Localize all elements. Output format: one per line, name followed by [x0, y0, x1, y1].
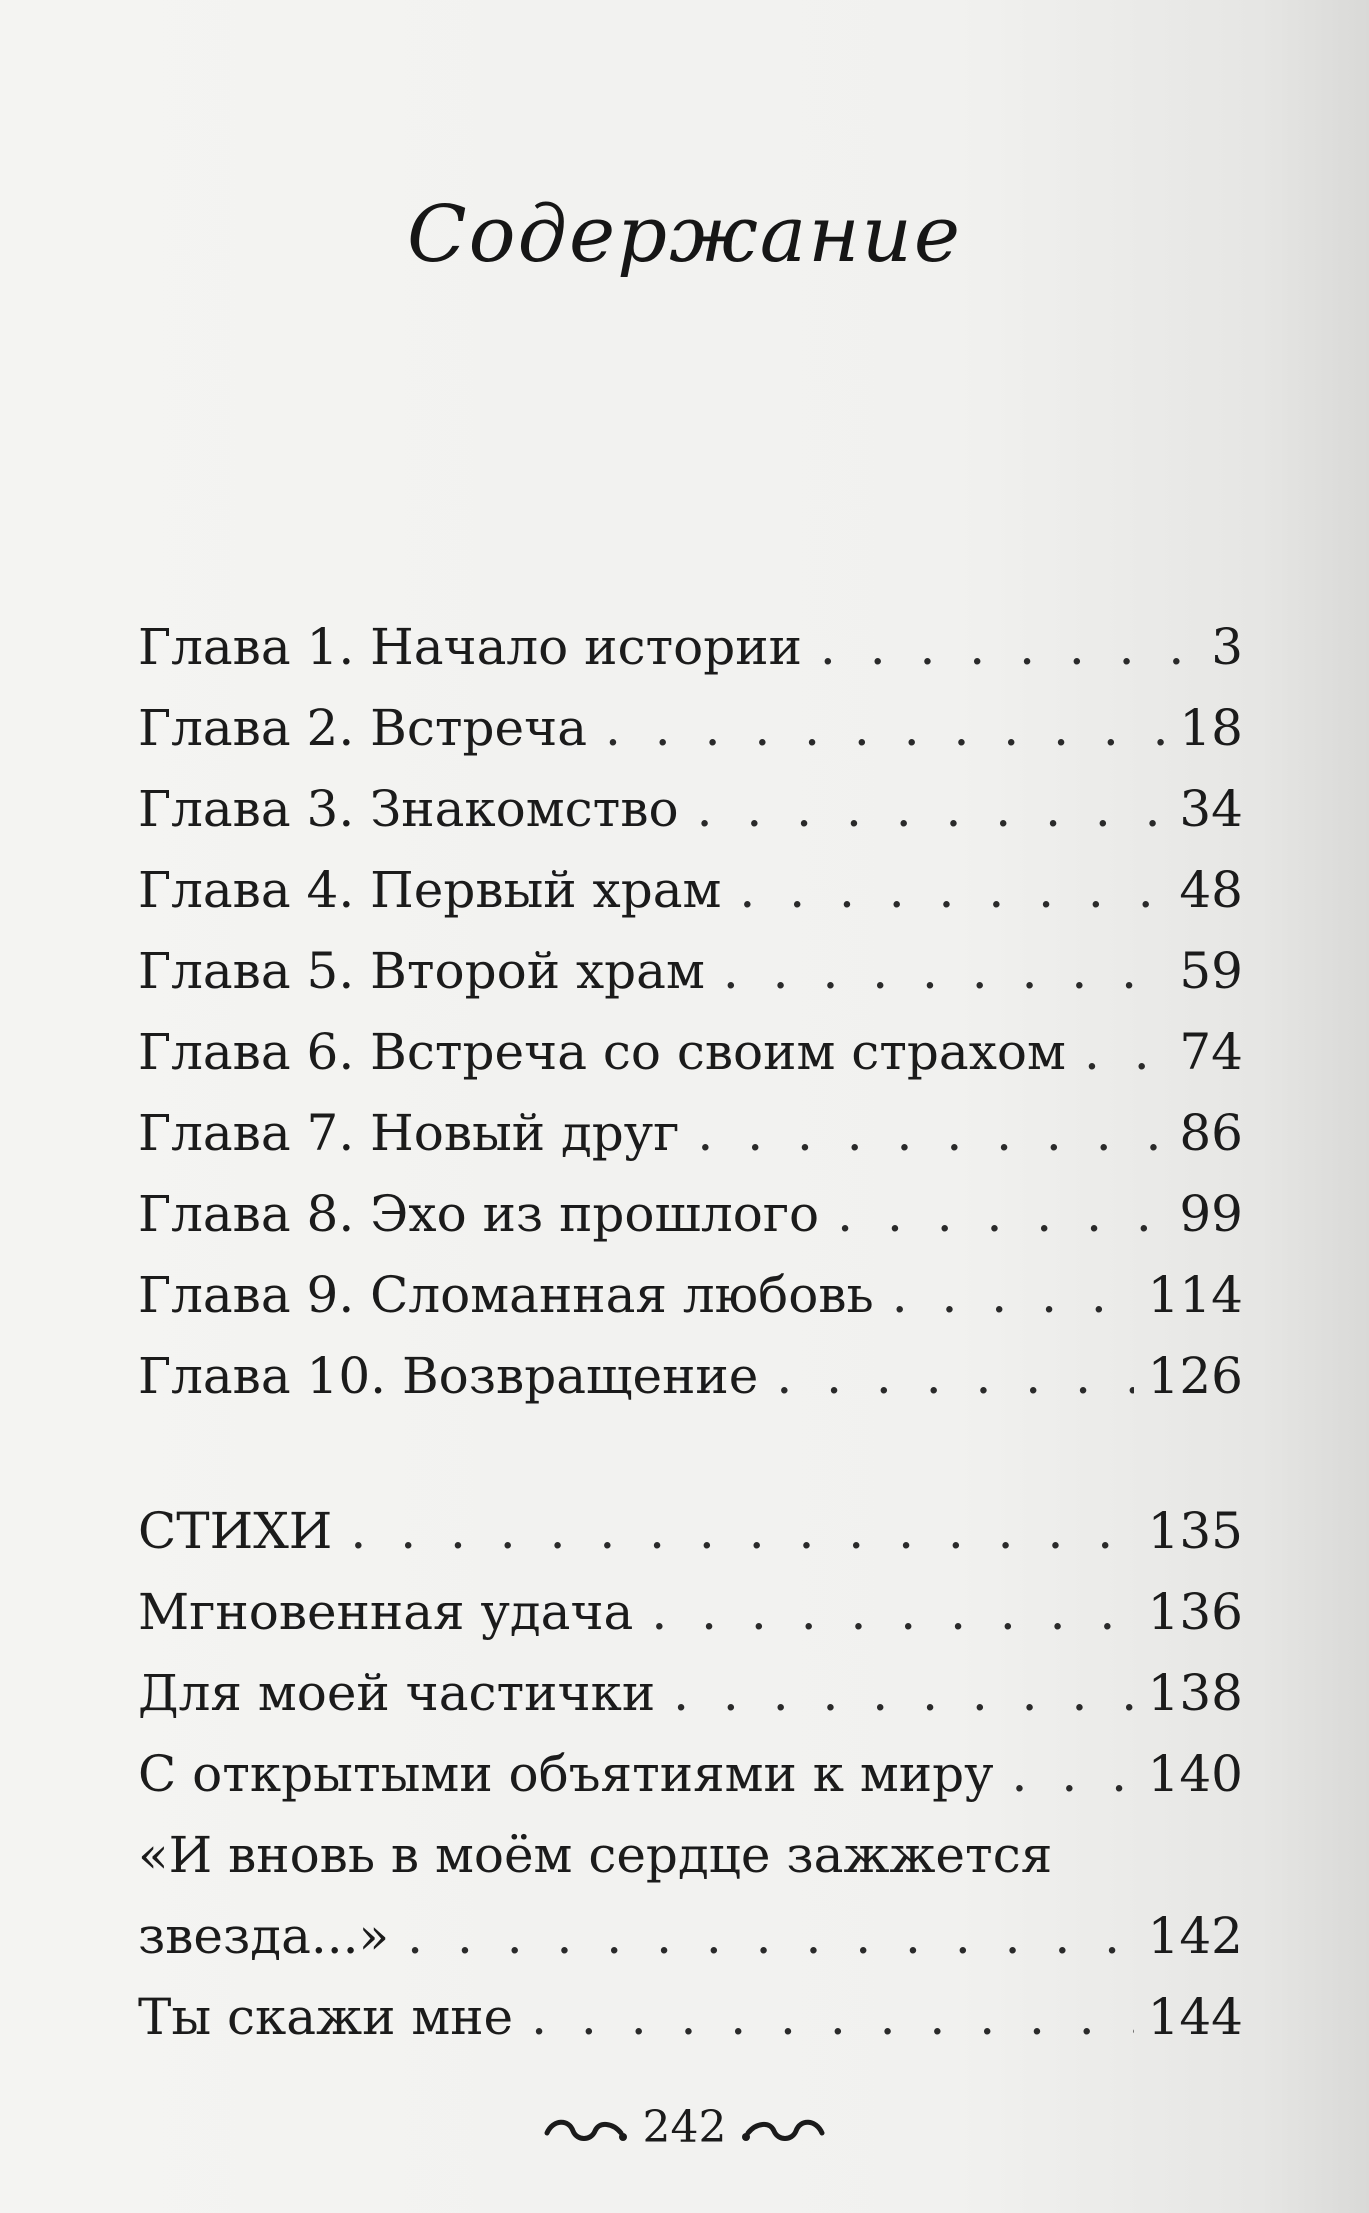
toc-entry-label: Ты скажи мне: [138, 1988, 514, 2046]
toc-entry-page: 114: [1147, 1266, 1243, 1324]
dot-leader: [892, 1266, 1134, 1324]
toc-entry-page: 74: [1179, 1023, 1243, 1081]
toc-entry: [138, 1664, 1243, 1745]
ornament-left-icon: [539, 2111, 629, 2151]
toc-entry-label: Глава 6. Встреча со своим страхом: [138, 1023, 1066, 1081]
toc-section-label: СТИХИ: [138, 1502, 333, 1560]
toc-entry-label: Глава 1. Начало истории: [138, 618, 802, 676]
toc-entry-label: Для моей частички: [138, 1664, 656, 1722]
toc-entry-label: Глава 8. Эхо из прошлого: [138, 1185, 820, 1243]
dot-leader: [605, 699, 1165, 757]
toc-entry: [138, 1266, 1243, 1347]
toc-entry-page: 34: [1179, 780, 1243, 838]
toc-entry-label: Глава 5. Второй храм: [138, 942, 705, 1000]
ornament-right-icon: [740, 2111, 830, 2151]
toc-entry-label: Глава 2. Встреча: [138, 699, 587, 757]
toc-entry-label: «И вновь в моём сердце зажжется: [138, 1826, 1053, 1884]
dot-leader: [1012, 1745, 1134, 1803]
toc-entry-page: 86: [1179, 1104, 1243, 1162]
toc-entry: [138, 1988, 1243, 2069]
dot-leader: [697, 1104, 1165, 1162]
toc-entry-label: Глава 9. Сломанная любовь: [138, 1266, 874, 1324]
page-title: Содержание: [406, 190, 963, 280]
toc-entry-page: 48: [1179, 861, 1243, 919]
toc-entry-page: 135: [1147, 1502, 1243, 1560]
poems-list: [138, 1502, 1243, 2069]
toc-entry: [138, 942, 1243, 1023]
dot-leader: [673, 1664, 1133, 1722]
dot-leader: [651, 1583, 1133, 1641]
toc-entry-page: 144: [1147, 1988, 1243, 2046]
toc-entry-page: 126: [1147, 1347, 1243, 1405]
dot-leader: [837, 1185, 1165, 1243]
toc-entry-label: Глава 4. Первый храм: [138, 861, 722, 919]
toc-entry: [138, 1907, 1243, 1988]
toc-entry: [138, 1104, 1243, 1185]
toc-entry-page: 136: [1147, 1583, 1243, 1641]
toc-entry: [138, 618, 1243, 699]
toc-entry: [138, 699, 1243, 780]
dot-leader: [531, 1988, 1133, 2046]
page-number-footer: [0, 2102, 1369, 2153]
toc-entry-line1: [138, 1826, 1243, 1907]
toc-entry-label: Глава 7. Новый друг: [138, 1104, 680, 1162]
toc-entry-page: 59: [1179, 942, 1243, 1000]
dot-leader: [739, 861, 1165, 919]
toc-entry-label: С открытыми объятиями к миру: [138, 1745, 994, 1803]
toc-section-heading: [138, 1502, 1243, 1583]
page-number: 242: [642, 2102, 727, 2153]
toc-entry: [138, 1185, 1243, 1266]
toc-entry-label: звезда...»: [138, 1907, 390, 1965]
toc-entry-page: 3: [1211, 618, 1243, 676]
toc-entry-page: 140: [1147, 1745, 1243, 1803]
dot-leader: [697, 780, 1166, 838]
toc-entry: [138, 1347, 1243, 1428]
dot-leader: [820, 618, 1197, 676]
dot-leader: [407, 1907, 1133, 1965]
toc-entry-page: 138: [1147, 1664, 1243, 1722]
toc-entry: [138, 1023, 1243, 1104]
toc-entry: [138, 861, 1243, 942]
dot-leader: [776, 1347, 1133, 1405]
toc-entry: [138, 1745, 1243, 1826]
toc-entry-page: 99: [1179, 1185, 1243, 1243]
toc-entry: [138, 1583, 1243, 1664]
toc-entry-label: Глава 3. Знакомство: [138, 780, 679, 838]
toc-entry: [138, 780, 1243, 861]
dot-leader: [723, 942, 1166, 1000]
toc-entry-label: Глава 10. Возвращение: [138, 1347, 759, 1405]
toc-entry-page: 18: [1179, 699, 1243, 757]
dot-leader: [1084, 1023, 1165, 1081]
chapters-list: [138, 618, 1243, 1428]
toc-entry-page: 142: [1147, 1907, 1243, 1965]
dot-leader: [350, 1502, 1133, 1560]
toc-entry-label: Мгновенная удача: [138, 1583, 634, 1641]
